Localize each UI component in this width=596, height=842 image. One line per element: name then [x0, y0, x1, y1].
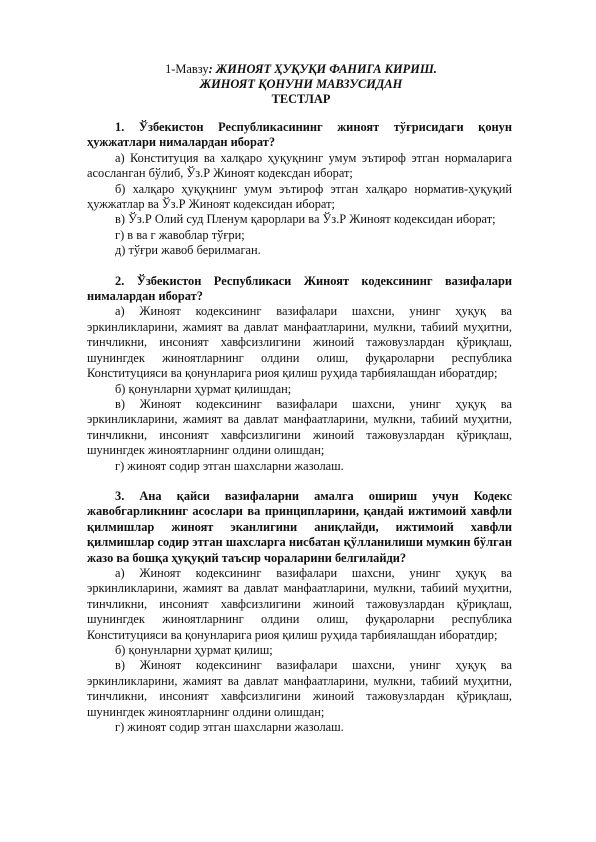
questions-list	[87, 120, 512, 750]
header-line-2: ЖИНОЯТ ҚОНУНИ МАВЗУСИДАН	[199, 77, 403, 91]
question-2	[87, 274, 512, 474]
topic-title: : ЖИНОЯТ ҲУҚУҚИ ФАНИГА КИРИШ.	[208, 62, 437, 76]
answer-option: д) тўғри жавоб берилмаган.	[115, 243, 261, 258]
answer-option: в) Жиноят кодексининг вазифалари шахсни, унинг ҳуқуқ ва эркинликларини, жамият ва давлат манфаатларини, мулкни, табиий муҳитни, тинчликни, инсоният хавфсизлигини жиноий тажовузлардан қўриқлаш, шунингдек жиноятларнинг олдини олишдан;	[87, 396, 512, 458]
answer-option: г) в ва г жавоблар тўғри;	[115, 227, 245, 242]
answer-option: г) жиноят содир этган шахсларни жазолаш.	[115, 458, 344, 473]
header-line-3: ТЕСТЛАР	[271, 92, 331, 106]
question-text: 2. Ўзбекистон Республикаси Жиноят кодексининг вазифалари нималардан иборат?	[87, 273, 512, 304]
answer-option: а) Конституция ва халқаро ҳуқуқнинг умум эътироф этган нормаларига асосланган бўлиб, Ўз.Р Жиноят кодексдан иборат;	[87, 150, 512, 181]
answer-option: в) Жиноят кодексининг вазифалари шахсни, унинг ҳуқуқ ва эркинликларини, жамият ва давлат манфаатларини, мулкни, табиий муҳитни, тинчликни, инсоният хавфсизлигини жиноий тажовузлардан қўриқлаш, шунингдек жиноятларнинг олдини олишдан;	[87, 658, 512, 719]
answer-option: б) халқаро ҳуқуқнинг умум эътироф этган халқаро норматив-ҳуқуқий ҳужжатлар ва Ўз.Р Жиноят кодексидан иборат;	[87, 181, 512, 212]
question-1	[87, 120, 512, 259]
question-text: 1. Ўзбекистон Республикасининг жиноят тўғрисидаги қонун ҳужжатлари нималардан иборат?	[87, 120, 512, 150]
header-line-1	[86, 62, 516, 77]
answer-option: б) қонунларни ҳурмат қилиш;	[115, 643, 273, 657]
answer-option: а) Жиноят кодексининг вазифалари шахсни, унинг ҳуқуқ ва эркинликларини, жамият ва давлат манфаатларини, мулкни, табиий муҳитни, тинчликни, инсоният хавфсизлигини жиноий тажовузлардан қўриқлаш, шунингдек жиноятларнинг олдини олиш, фуқароларни республика Конституцияси ва қонунларига риоя қилиш руҳида тарбиялашдан иборатдир;	[87, 565, 512, 642]
question-3	[87, 489, 512, 736]
answer-option: г) жиноят содир этган шахсларни жазолаш.	[115, 720, 344, 735]
answer-option: в) Ўз.Р Олий суд Пленум қарорлари ва Ўз.Р Жиноят кодексидан иборат;	[115, 212, 496, 227]
document-header	[86, 62, 516, 107]
question-text: 3. Ана қайси вазифаларни амалга ошириш учун Кодекс жавобгарликнинг асослари ва принципларини, қандай ижтимоий хавфли қилмишлар жиноят эканлигини аниқлайди, ижтимоий хавфли қилмишлар содир этган шахсларга нисбатан қўлланилиши мумкин бўлган жазо ва бошқа ҳуқуқий таъсир чораларини белгилайди?	[87, 488, 512, 565]
answer-option: а) Жиноят кодексининг вазифалари шахсни, унинг ҳуқуқ ва эркинликларини, жамият ва давлат манфаатларини, мулкни, табиий муҳитни, тинчликни, инсоният хавфсизлигини жиноий тажовузлардан қўриқлаш, шунингдек жиноятларнинг олдини олиш, фуқароларни республика Конституцияси ва қонунларига риоя қилиш руҳида тарбиялашдан иборатдир;	[87, 304, 512, 381]
answer-option: б) қонунларни ҳурмат қилишдан;	[115, 381, 292, 396]
topic-number: 1-Мавзу	[165, 62, 209, 76]
